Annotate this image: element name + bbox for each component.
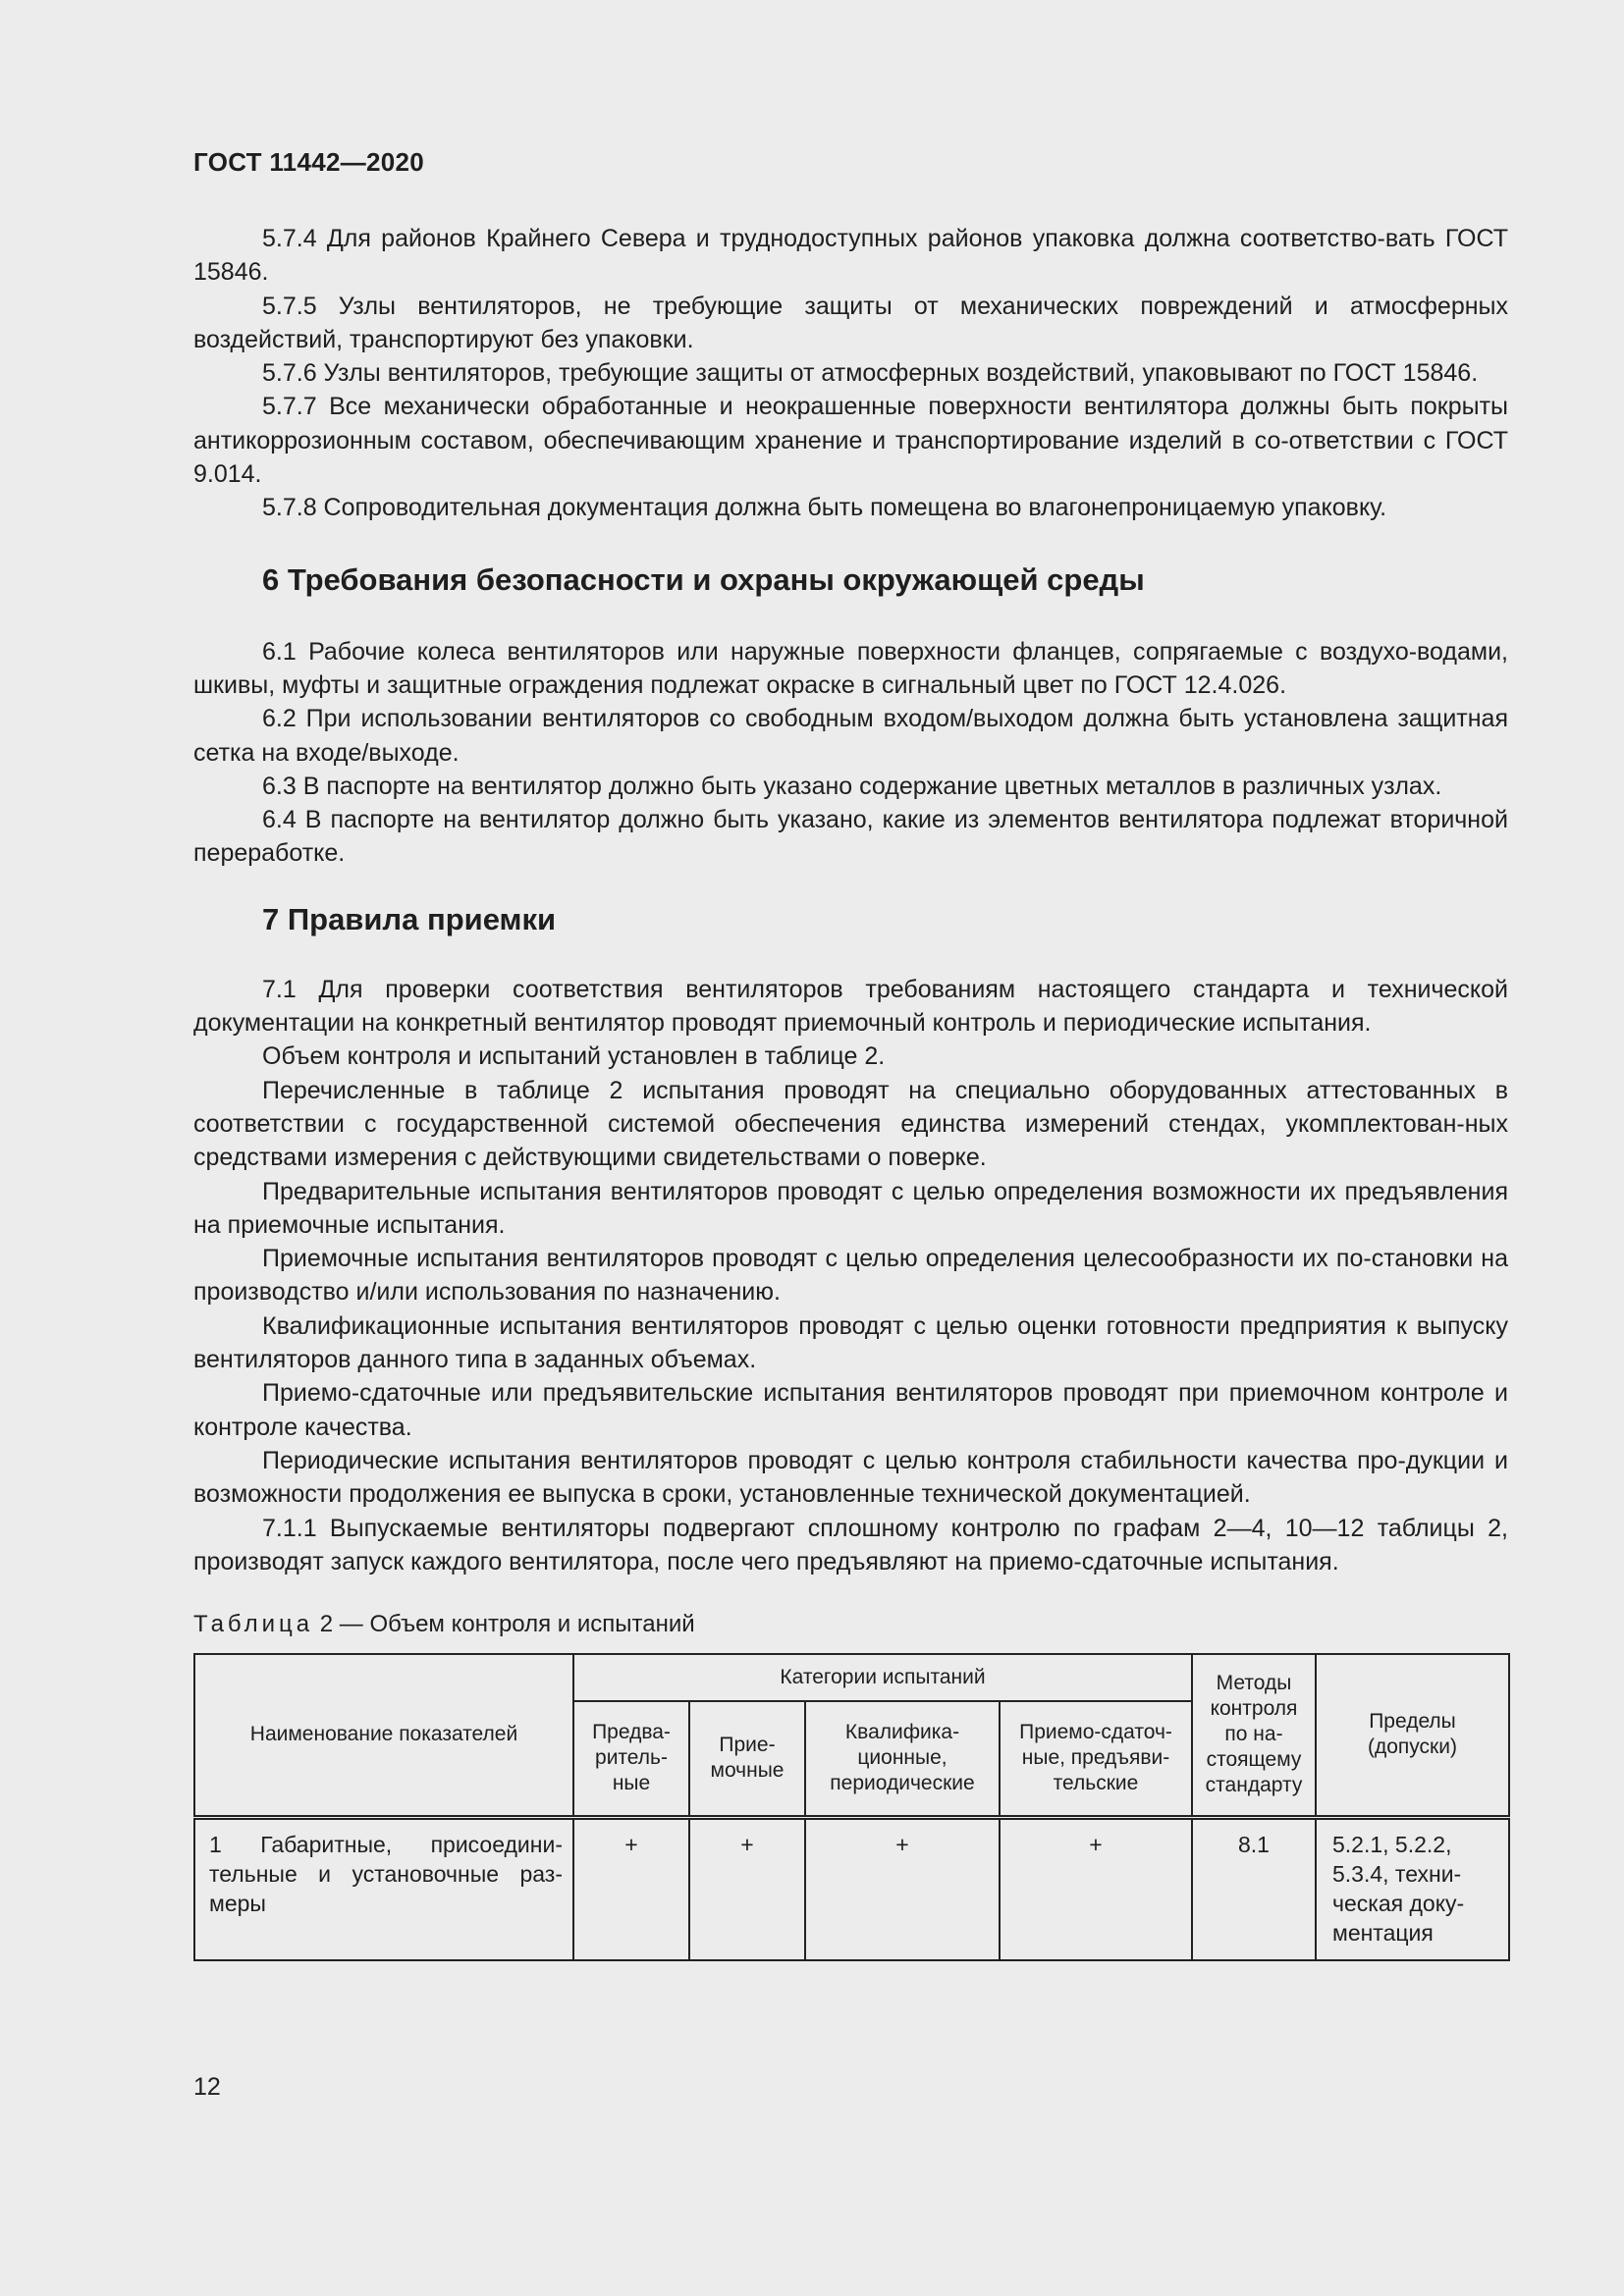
page-number: 12 (193, 2073, 221, 2101)
paragraph-7-1-delivery: Приемо-сдаточные или предъявительские испытания вентиляторов проводят при приемочном контроле и контроле качества. (193, 1379, 1508, 1441)
paragraph-5-7-4: 5.7.4 Для районов Крайнего Севера и труднодоступных районов упаковка должна соответство-вать ГОСТ 15846. (193, 225, 1508, 287)
paragraph-5-7-5: 5.7.5 Узлы вентиляторов, не требующие защиты от механических повреждений и атмосферных воздействий, транспортируют без упаковки. (193, 292, 1508, 353)
header-qualification: Квалифика-ционные, периодические (805, 1701, 1000, 1817)
paragraph-6-1: 6.1 Рабочие колеса вентиляторов или наружные поверхности фланцев, сопрягаемые с воздухо-водами, шкивы, муфты и защитные ограждения подлежат окраске в сигнальный цвет по ГОСТ 12.4.026. (193, 637, 1508, 699)
page-content (193, 222, 1508, 1961)
header-delivery: Приемо-сдаточ-ные, предъяви-тельские (1000, 1701, 1192, 1817)
cell-qualification: + (805, 1817, 1000, 1960)
paragraph-7-1-stands: Перечисленные в таблице 2 испытания проводят на специально оборудованных аттестованных в соответствии с государственной системой обеспечения единства измерений стендах, укомплектован-ных средствами измерения с действующими свидетельствами о поверке. (193, 1076, 1508, 1172)
paragraph-7-1-scope: Объем контроля и испытаний установлен в таблице 2. (262, 1042, 886, 1071)
table-2-caption (193, 1610, 1508, 1639)
paragraph-5-7-7: 5.7.7 Все механически обработанные и неокрашенные поверхности вентилятора должны быть покрыты антикоррозионным составом, обеспечивающим хранение и транспортирование изделий в со-ответствии с ГОСТ 9.014. (193, 393, 1508, 489)
paragraph-7-1-acceptance: Приемочные испытания вентиляторов проводят с целью определения целесообразности их по-становки на производство и/или использования по назначению. (193, 1245, 1508, 1307)
cell-acceptance: + (689, 1817, 805, 1960)
table-caption-text: 2 — Объем контроля и испытаний (313, 1611, 695, 1638)
paragraph-6-3: 6.3 В паспорте на вентилятор должно быть указано содержание цветных металлов в различных узлах. (262, 772, 1442, 800)
table-2 (193, 1653, 1510, 1961)
table-caption-label: Таблица (193, 1611, 314, 1638)
paragraph-5-7-8: 5.7.8 Сопроводительная документация должна быть помещена во влагонепроницаемую упаковку. (262, 494, 1387, 522)
cell-name: 1 Габаритные, присоедини-тельные и установочные раз-меры (194, 1817, 573, 1960)
section-7-heading: 7 Правила приемки (262, 901, 557, 936)
paragraph-7-1: 7.1 Для проверки соответствия вентиляторов требованиям настоящего стандарта и технической документации на конкретный вентилятор проводят приемочный контроль и периодические испытания. (193, 975, 1508, 1038)
header-limits: Пределы (допуски) (1316, 1654, 1509, 1817)
table-row (194, 1817, 1509, 1960)
header-categories: Категории испытаний (573, 1654, 1192, 1701)
document-id-header: ГОСТ 11442—2020 (193, 147, 425, 177)
header-acceptance: Прие-мочные (689, 1701, 805, 1817)
paragraph-7-1-preliminary: Предварительные испытания вентиляторов проводят с целью определения возможности их предъявления на приемочные испытания. (193, 1177, 1508, 1239)
header-methods: Методы контроля по на-стоящему стандарту (1192, 1654, 1316, 1817)
cell-delivery: + (1000, 1817, 1192, 1960)
paragraph-7-1-1: 7.1.1 Выпускаемые вентиляторы подвергают сплошному контролю по графам 2—4, 10—12 таблицы 2, производят запуск каждого вентилятора, после чего предъявляют на приемо-сдаточные испытания. (193, 1514, 1508, 1575)
section-6-heading: 6 Требования безопасности и охраны окружающей среды (262, 561, 1145, 597)
cell-limits: 5.2.1, 5.2.2, 5.3.4, техни-ческая доку-ментация (1316, 1817, 1509, 1960)
cell-preliminary: + (573, 1817, 689, 1960)
cell-methods: 8.1 (1192, 1817, 1316, 1960)
paragraph-6-2: 6.2 При использовании вентиляторов со свободным входом/выходом должна быть установлена защитная сетка на входе/выходе. (193, 705, 1508, 767)
paragraph-7-1-qualification: Квалификационные испытания вентиляторов проводят с целью оценки готовности предприятия к выпуску вентиляторов данного типа в заданных объемах. (193, 1311, 1508, 1374)
paragraph-5-7-6: 5.7.6 Узлы вентиляторов, требующие защиты от атмосферных воздействий, упаковывают по ГОСТ 15846. (262, 359, 1479, 388)
paragraph-7-1-periodic: Периодические испытания вентиляторов проводят с целью контроля стабильности качества про-дукции и возможности продолжения ее выпуска в сроки, установленные технической документацией. (193, 1446, 1508, 1509)
header-preliminary: Предва-ритель-ные (573, 1701, 689, 1817)
header-name: Наименование показателей (194, 1654, 573, 1817)
paragraph-6-4: 6.4 В паспорте на вентилятор должно быть указано, какие из элементов вентилятора подлежат вторичной переработке. (193, 806, 1508, 868)
